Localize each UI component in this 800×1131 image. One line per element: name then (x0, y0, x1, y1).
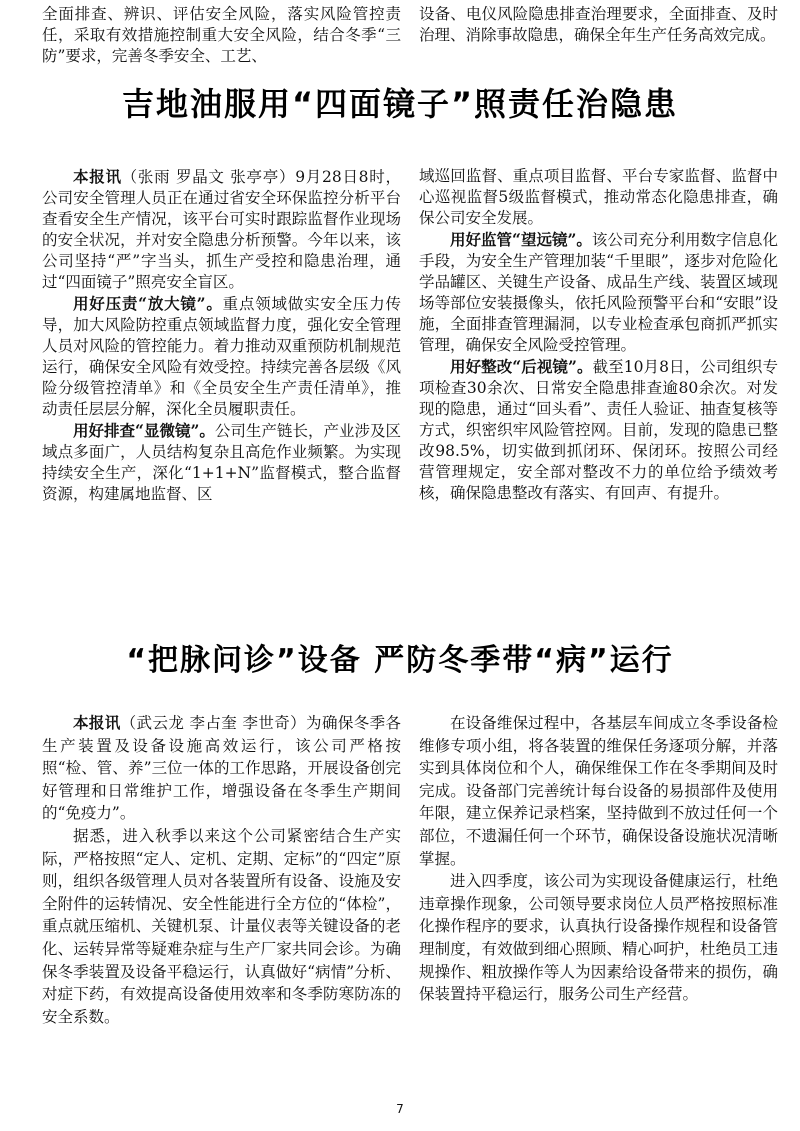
article2-intro (42, 712, 401, 825)
article2-body (0, 712, 800, 1028)
fragment-left-text: 全面排查、辨识、评估安全风险，落实风险管控责任，采取有效措施控制重大安全风险，结合冬季“三防”要求，完善冬季安全、工艺、 (42, 5, 401, 65)
telescope-heading: 用好监管“望远镜”。 (450, 230, 592, 249)
article2-para-maintenance: 在设备维保过程中，各基层车间成立冬季设备检维修专项小组，将各装置的维保任务逐项分解，并落实到具体岗位和个人，确保维保工作在冬季期间及时完成。设备部门完善统计每台设备的易损部件及使用年限，建立保养记录档案，坚持做到不放过任何一个部位，不遗漏任何一个环节，确保设备设施状况清晰掌握。 (419, 714, 778, 868)
fragment-left-column (42, 4, 401, 67)
article1-right-column (419, 166, 778, 505)
article1-para-rearview (419, 356, 778, 504)
microscope-text-continued: 域巡回监督、重点项目监督、平台专家监督、监督中心巡视监督5级监督模式，推动常态化隐患排查，确保公司安全发展。 (419, 167, 778, 227)
article1-intro (42, 166, 401, 293)
page-number: 7 (396, 1102, 404, 1116)
magnifier-heading: 用好压责“放大镜”。 (73, 294, 223, 313)
microscope-text: 公司生产链长，产业涉及区域点多面广，人员结构复杂且高危作业频繁。为实现持续安全生产，深化“1+1+N”监督模式，整合监督资源，构建属地监督、区 (42, 422, 401, 503)
article2-right-column (419, 712, 778, 1028)
byline-label: 本报讯 (73, 713, 121, 732)
article1-intro-text: （张雨 罗晶文 张亭亭）9月28日8时，公司安全管理人员正在通过省安全环保监控分析平台查看安全生产情况，该平台可实时跟踪监督作业现场的安全状况，并对安全隐患分析预警。今年以来，该公司坚持“严”字当头，抓生产受控和隐患治理，通过“四面镜子”照亮安全盲区。 (42, 168, 401, 291)
magnifier-text: 重点领域做实安全压力传导，加大风险防控重点领域监督力度，强化安全管理人员对风险的管控能力。着力推动双重预防机制规范运行，确保安全风险有效受控。持续完善各层级《风险分级管控清单》和《全员安全生产责任清单》，推动责任层层分解，深化全员履职责任。 (42, 295, 401, 418)
rearview-text: 截至10月8日，公司组织专项检查30余次、日常安全隐患排查逾80余次。对发现的隐患，通过“回头看”、责任人验证、抽查复核等方式，织密织牢风险管控网。目前，发现的隐患已整改98.5%，切实做到抓闭环、保闭环。按照公司经营管理规定，安全部对整改不力的单位给予绩效考核，确保隐患整改有落实、有回声、有提升。 (419, 358, 778, 502)
article1-para-magnifier (42, 293, 401, 420)
byline-label: 本报讯 (73, 167, 122, 186)
article1-headline: 吉地油服用“四面镜子”照责任治隐患 (121, 85, 679, 123)
article1-body (0, 166, 800, 505)
fragment-right-text: 设备、电仪风险隐患排查治理要求，全面排查、及时治理、消除事故隐患，确保全年生产任务高效完成。 (419, 5, 778, 44)
rearview-heading: 用好整改“后视镜”。 (450, 357, 593, 376)
fragment-right-column (419, 4, 778, 67)
article1-left-column (42, 166, 401, 505)
article2-left-column (42, 712, 401, 1028)
article2-intro-text: （武云龙 李占奎 李世奇）为确保冬季各生产装置及设备设施高效运行，该公司严格按照“检、管、养”三位一体的工作思路，开展设备创完好管理和日常维护工作，增强设备在冬季生产期间的“免疫力”。 (42, 714, 401, 823)
article1-para-telescope (419, 229, 778, 356)
microscope-heading: 用好排查“显微镜”。 (73, 421, 215, 440)
article2-para-operation: 进入四季度，该公司为实现设备健康运行，杜绝违章操作现象，公司领导要求岗位人员严格按照标准化操作程序的要求，认真执行设备操作规程和设备管理制度，有效做到细心照顾、精心呵护，杜绝员工违规操作、粗放操作等人为因素给设备带来的损伤，确保装置持平稳运行，服务公司生产经营。 (419, 872, 778, 1004)
article1-para-microscope (42, 420, 401, 505)
article2-headline: “把脉问诊”设备 严防冬季带“病”运行 (126, 643, 674, 678)
continued-fragment (0, 4, 800, 67)
article2-para-inspection: 据悉，进入秋季以来这个公司紧密结合生产实际，严格按照“定人、定机、定期、定标”的“四定”原则，组织各级管理人员对各装置所有设备、设施及安全附件的运转情况、安全性能进行全方位的“体检”，重点就压缩机、关键机泵、计量仪表等关键设备的老化、运转异常等疑难杂症与生产厂家共同会诊。为确保冬季装置及设备平稳运行，认真做好“病情”分析、对症下药，有效提高设备使用效率和冬季防寒防冻的安全系数。 (42, 826, 401, 1026)
telescope-text: 该公司充分利用数字信息化手段，为安全生产管理加装“千里眼”，逐步对危险化学品罐区、关键生产设备、成品生产线、装置区域现场等部位安装摄像头，依托风险预警平台和“安眼”设施，全面排查管理漏洞，以专业检查承包商抓严抓实管理，确保安全风险受控管理。 (419, 231, 778, 354)
